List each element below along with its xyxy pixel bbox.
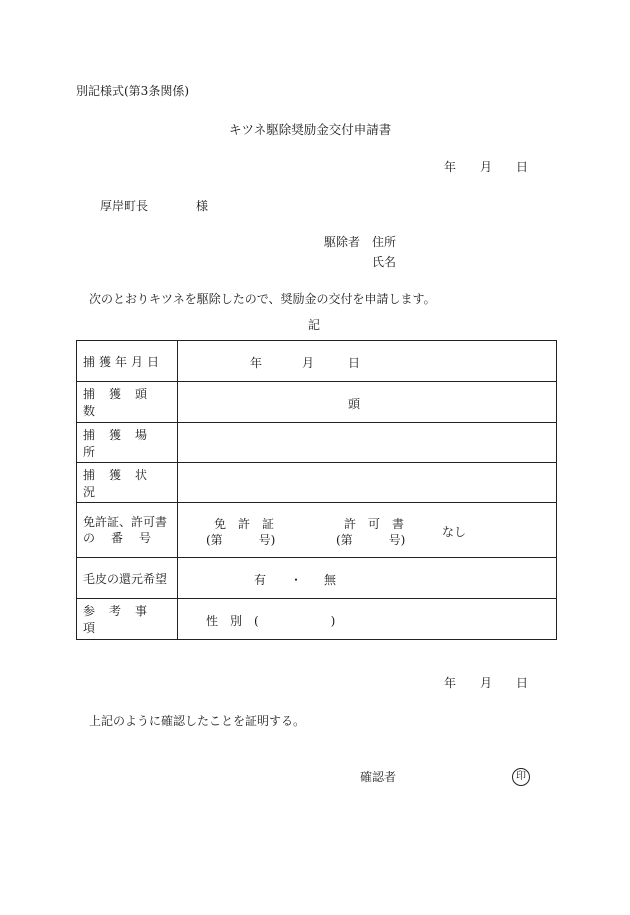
capture-count-cell: 頭: [178, 382, 557, 423]
certify-statement: 上記のように確認したことを証明する。: [89, 714, 306, 728]
capture-status-cell: [178, 463, 557, 503]
row-label-capture-status: 捕獲状況: [83, 467, 162, 499]
row-label-capture-place: 捕獲場所: [83, 427, 162, 459]
row-label-capture-date: 捕獲年月日: [83, 354, 164, 369]
form-reference: 別記様式(第3条関係): [76, 84, 189, 98]
honorific: 様: [196, 199, 209, 213]
table-row: [77, 558, 557, 599]
capture-place-cell: [178, 423, 557, 463]
date-year: 年: [444, 160, 457, 174]
name-label: 氏名: [372, 255, 397, 269]
document-title: キツネ駆除奨励金交付申請書: [229, 122, 392, 137]
address-label: 住所: [372, 235, 397, 249]
ki-mark: 記: [308, 318, 321, 332]
date-month: 月: [480, 160, 493, 174]
table-row: [77, 423, 557, 463]
remarks-cell: 性 別 ( ): [178, 599, 557, 640]
table-row: [77, 341, 557, 382]
seal-mark: [512, 768, 530, 786]
application-table: [76, 340, 557, 640]
row-label-capture-count: 捕獲頭数: [83, 387, 162, 418]
table-row: [77, 463, 557, 503]
table-row: [77, 382, 557, 423]
table-row: [77, 599, 557, 640]
applicant-role: 駆除者: [324, 235, 361, 249]
addressee: 厚岸町長: [100, 199, 149, 213]
capture-date-cell: 年 月 日: [178, 341, 557, 382]
date-day: 日: [516, 160, 529, 174]
statement: 次のとおりキツネを駆除したので、奨励金の交付を申請します。: [89, 292, 436, 306]
row-label-license-line1: 免許証、許可書: [83, 515, 168, 529]
confirmer-label: 確認者: [360, 770, 397, 784]
seal-text: 印: [516, 771, 526, 782]
fur-return-cell: 有 ・ 無: [178, 558, 557, 599]
table-row: [77, 503, 557, 558]
footer-date-year: 年: [444, 676, 457, 690]
row-label-fur-return: 毛皮の還元希望: [83, 571, 168, 586]
row-label-remarks: 参考事項: [83, 604, 162, 635]
license-cell: 免 許 証 (第 号) 許 可 書 (第 号) なし: [178, 503, 557, 558]
footer-date-month: 月: [480, 676, 493, 690]
footer-date-day: 日: [516, 676, 529, 690]
row-label-license-line2: の番号: [83, 531, 168, 545]
